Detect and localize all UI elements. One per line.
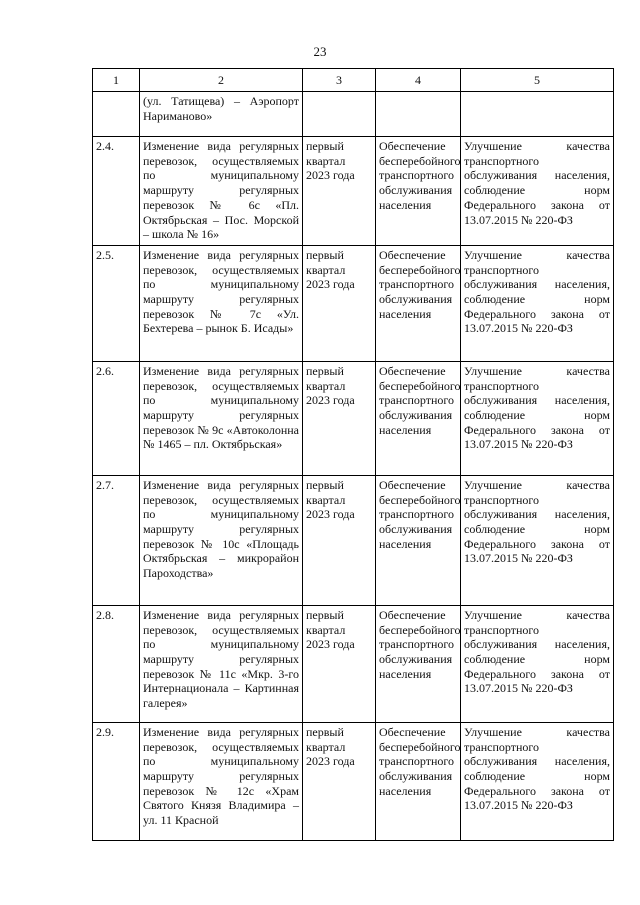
column-number: 4 bbox=[376, 69, 461, 92]
row-number: 2.6. bbox=[93, 361, 140, 475]
result-cell: Улучшение качества транспортного обслуживания населения, соблюдение норм Федерального закона от 13.07.2015 № 220-ФЗ bbox=[461, 475, 614, 605]
table-row bbox=[93, 245, 614, 361]
page-number: 23 bbox=[313, 44, 327, 59]
period-cell: первый квартал 2023 года bbox=[303, 722, 376, 840]
result-cell: Улучшение качества транспортного обслуживания населения, соблюдение норм Федерального закона от 13.07.2015 № 220-ФЗ bbox=[461, 137, 614, 246]
table-row bbox=[93, 475, 614, 605]
row-number: 2.5. bbox=[93, 245, 140, 361]
measure-description: Изменение вида регулярных перевозок, осуществляемых по муниципальному маршруту регулярных перевозок № 11с «Мкр. 3-го Интернационала – Картинная галерея» bbox=[140, 605, 303, 722]
column-number-row bbox=[93, 69, 614, 92]
table-row bbox=[93, 137, 614, 246]
period-cell: первый квартал 2023 года bbox=[303, 361, 376, 475]
column-number: 5 bbox=[461, 69, 614, 92]
plan-table bbox=[92, 68, 614, 841]
result-cell: Улучшение качества транспортного обслуживания населения, соблюдение норм Федерального закона от 13.07.2015 № 220-ФЗ bbox=[461, 361, 614, 475]
goal-cell: Обеспечение бесперебойного транспортного обслуживания населения bbox=[376, 722, 461, 840]
row-number: 2.4. bbox=[93, 137, 140, 246]
table-row bbox=[93, 722, 614, 840]
empty-cell bbox=[303, 92, 376, 137]
continuation-row bbox=[93, 92, 614, 137]
goal-cell: Обеспечение бесперебойного транспортного обслуживания населения bbox=[376, 605, 461, 722]
row-number: 2.9. bbox=[93, 722, 140, 840]
measure-description: Изменение вида регулярных перевозок, осуществляемых по муниципальному маршруту регулярных перевозок № 12с «Храм Святого Князя Владимира – ул. 11 Красной bbox=[140, 722, 303, 840]
empty-cell bbox=[376, 92, 461, 137]
period-cell: первый квартал 2023 года bbox=[303, 475, 376, 605]
column-number: 3 bbox=[303, 69, 376, 92]
measure-description: Изменение вида регулярных перевозок, осуществляемых по муниципальному маршруту регулярных перевозок № 7с «Ул. Бехтерева – рынок Б. Исады» bbox=[140, 245, 303, 361]
measure-description: Изменение вида регулярных перевозок, осуществляемых по муниципальному маршруту регулярных перевозок № 6с «Пл. Октябрьская – Пос. Морской – школа № 16» bbox=[140, 137, 303, 246]
column-number: 2 bbox=[140, 69, 303, 92]
period-cell: первый квартал 2023 года bbox=[303, 245, 376, 361]
measure-description: Изменение вида регулярных перевозок, осуществляемых по муниципальному маршруту регулярных перевозок № 10с «Площадь Октябрьская – микрорайон Пароходства» bbox=[140, 475, 303, 605]
continuation-text: (ул. Татищева) – Аэропорт Нариманово» bbox=[140, 92, 303, 137]
measure-description: Изменение вида регулярных перевозок, осуществляемых по муниципальному маршруту регулярных перевозок № 9с «Автоколонна № 1465 – пл. Октябрьская» bbox=[140, 361, 303, 475]
result-cell: Улучшение качества транспортного обслуживания населения, соблюдение норм Федерального закона от 13.07.2015 № 220-ФЗ bbox=[461, 245, 614, 361]
result-cell: Улучшение качества транспортного обслуживания населения, соблюдение норм Федерального закона от 13.07.2015 № 220-ФЗ bbox=[461, 605, 614, 722]
period-cell: первый квартал 2023 года bbox=[303, 137, 376, 246]
table-row bbox=[93, 605, 614, 722]
goal-cell: Обеспечение бесперебойного транспортного обслуживания населения bbox=[376, 475, 461, 605]
column-number: 1 bbox=[93, 69, 140, 92]
goal-cell: Обеспечение бесперебойного транспортного обслуживания населения bbox=[376, 245, 461, 361]
row-number: 2.7. bbox=[93, 475, 140, 605]
period-cell: первый квартал 2023 года bbox=[303, 605, 376, 722]
empty-cell bbox=[461, 92, 614, 137]
result-cell: Улучшение качества транспортного обслуживания населения, соблюдение норм Федерального закона от 13.07.2015 № 220-ФЗ bbox=[461, 722, 614, 840]
empty-cell bbox=[93, 92, 140, 137]
row-number: 2.8. bbox=[93, 605, 140, 722]
table-row bbox=[93, 361, 614, 475]
goal-cell: Обеспечение бесперебойного транспортного обслуживания населения bbox=[376, 137, 461, 246]
goal-cell: Обеспечение бесперебойного транспортного обслуживания населения bbox=[376, 361, 461, 475]
